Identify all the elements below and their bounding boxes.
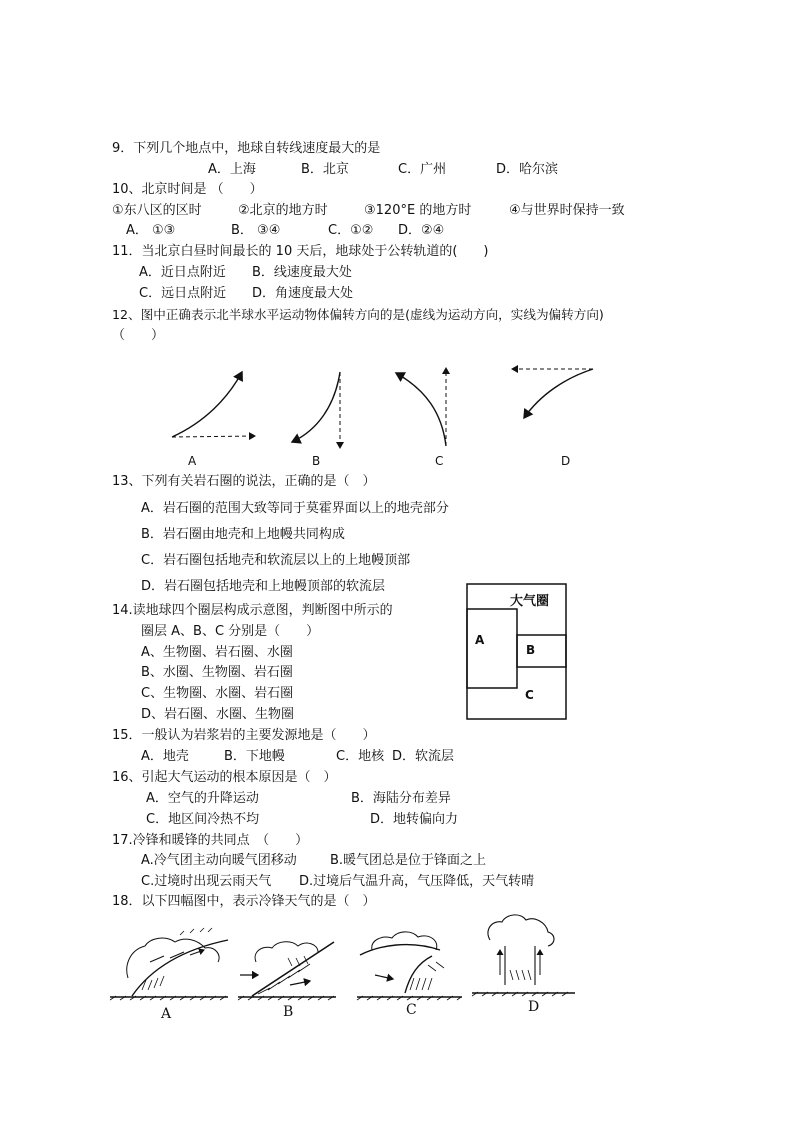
q12-label-b: B: [312, 454, 321, 468]
q16-stem: 16、引起大气运动的根本原因是（ ）: [112, 770, 337, 785]
q11-option-d: D．角速度最大处: [252, 286, 354, 301]
q10-item-3: ③120°E 的地方时: [364, 203, 472, 218]
q11-option-b: B．线速度最大处: [252, 265, 352, 280]
q14-option-c: C、生物圈、水圈、岩石圈: [141, 686, 294, 701]
q14-diagram-label-a: A: [475, 633, 485, 647]
q14-stem-1: 14.读地球四个圈层构成示意图，判断图中所示的: [112, 603, 393, 618]
q9-stem: 9．下列几个地点中，地球自转线速度最大的是: [112, 141, 381, 156]
q14-option-d: D、岩石圈、水圈、生物圈: [141, 707, 295, 722]
q10-item-2: ②北京的地方时: [238, 203, 328, 218]
q18-label-a: A: [161, 1006, 172, 1022]
q12-label-d: D: [561, 454, 571, 468]
q15-option-a: A．地壳: [141, 749, 189, 764]
q9-option-c: C．广州: [398, 162, 447, 177]
q10-item-4: ④与世界时保持一致: [509, 203, 625, 218]
q10-option-c: C．①②: [328, 223, 374, 238]
q14-stem-2: 圈层 A、B、C 分别是（ ）: [141, 624, 320, 639]
q13-stem: 13、下列有关岩石圈的说法，正确的是（ ）: [112, 474, 376, 489]
q12-label-a: A: [188, 454, 197, 468]
q17-option-b: B.暖气团总是位于锋面之上: [330, 853, 487, 868]
q17-stem: 17.冷锋和暖锋的共同点 （ ）: [112, 833, 309, 848]
q14-diagram-label-b: B: [526, 643, 536, 657]
q17-option-a: A.冷气团主动向暖气团移动: [141, 853, 297, 868]
q10-option-b: B． ③④: [231, 223, 281, 238]
q18-label-c: C: [406, 1002, 417, 1018]
q18-stem: 18．以下四幅图中，表示冷锋天气的是（ ）: [112, 894, 376, 909]
q10-item-1: ①东八区的区时: [112, 203, 202, 218]
q17-option-c: C.过境时出现云雨天气: [141, 874, 272, 889]
q15-option-b: B．下地幔: [224, 749, 285, 764]
q9-option-d: D．哈尔滨: [496, 162, 559, 177]
q12-stem: 12、图中正确表示北半球水平运动物体偏转方向的是(虚线为运动方向，实线为偏转方向): [112, 307, 604, 322]
q14-option-b: B、水圈、生物圈、岩石圈: [141, 665, 293, 680]
q13-option-b: B．岩石圈由地壳和上地幔共同构成: [141, 527, 345, 542]
q18-label-b: B: [283, 1004, 294, 1020]
q16-option-c: C．地区间冷热不均: [146, 812, 260, 827]
q13-option-a: A．岩石圈的范围大致等同于莫霍界面以上的地壳部分: [141, 501, 449, 516]
q10-option-d: D．②④: [398, 223, 445, 238]
q14-diagram-label-c: C: [525, 688, 534, 702]
q18-figure-d: [472, 915, 575, 996]
q18-figure-b: [238, 942, 336, 1000]
q17-option-d: D.过境后气温升高，气压降低，天气转晴: [299, 874, 535, 889]
q13-option-d: D．岩石圈包括地壳和上地幔顶部的软流层: [141, 579, 386, 594]
q12-label-c: C: [435, 454, 444, 468]
q15-option-d: D．软流层: [392, 749, 455, 764]
q15-option-c: C．地核: [336, 749, 385, 764]
q16-option-a: A．空气的升降运动: [146, 791, 259, 806]
q18-label-d: D: [528, 999, 540, 1015]
q14-diagram-title: 大气圈: [510, 594, 550, 609]
q14-option-a: A、生物圈、岩石圈、水圈: [141, 645, 293, 660]
q12-paren: （ ）: [112, 328, 165, 343]
q18-figure-c: [357, 932, 462, 1000]
q13-option-c: C．岩石圈包括地壳和软流层以上的上地幔顶部: [141, 553, 411, 568]
q11-option-c: C．远日点附近: [139, 286, 227, 301]
q11-option-a: A．近日点附近: [139, 265, 226, 280]
q9-option-a: A．上海: [208, 162, 256, 177]
q16-option-d: D．地转偏向力: [370, 812, 459, 827]
q9-option-b: B．北京: [301, 162, 349, 177]
q10-option-a: A． ①③: [126, 223, 176, 238]
q10-stem: 10、北京时间是 （ ）: [112, 182, 263, 197]
q15-stem: 15．一般认为岩浆岩的主要发源地是（ ）: [112, 728, 376, 743]
q16-option-b: B．海陆分布差异: [351, 791, 451, 806]
q11-stem: 11．当北京白昼时间最长的 10 天后，地球处于公转轨道的( ): [112, 244, 489, 259]
q18-figure-a: [110, 928, 228, 1000]
